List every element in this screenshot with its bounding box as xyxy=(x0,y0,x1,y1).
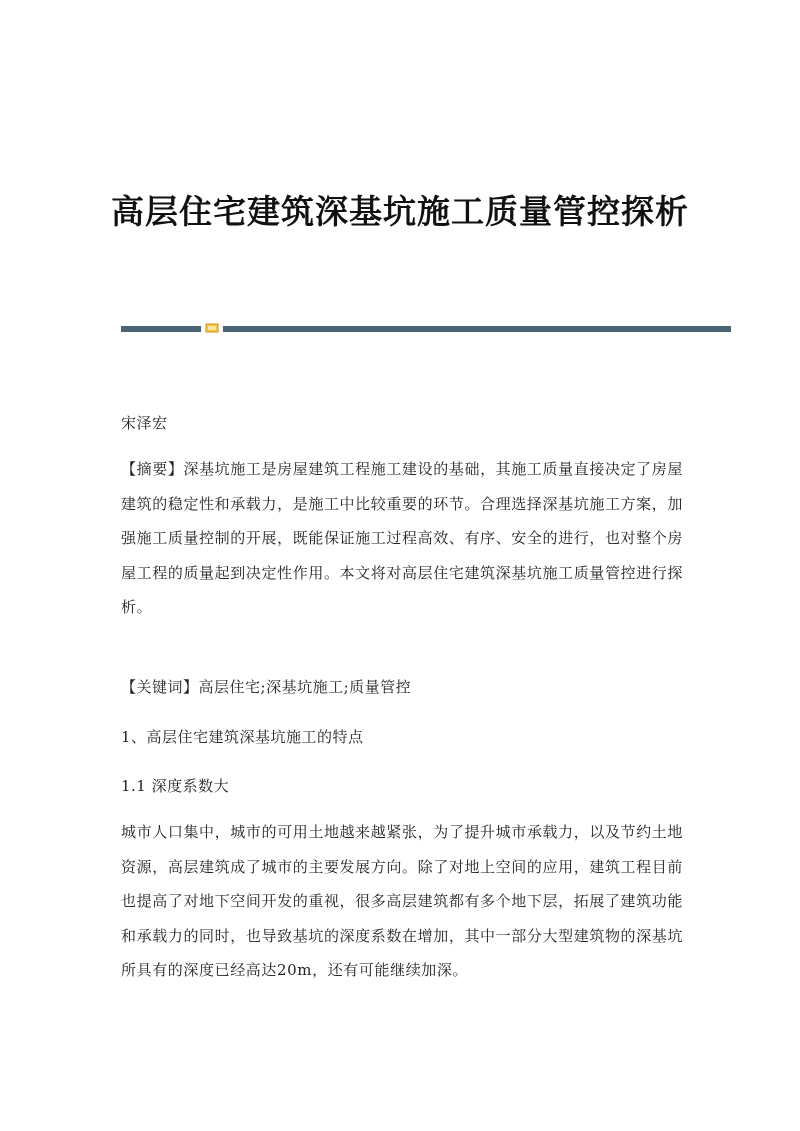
section-heading-1: 1、高层住宅建筑深基坑施工的特点 xyxy=(121,728,364,746)
title-divider-left xyxy=(121,326,201,332)
keywords xyxy=(121,676,411,697)
document-title: 高层住宅建筑深基坑施工质量管控探析 xyxy=(111,192,689,231)
abstract-label: 【摘要】 xyxy=(121,460,184,478)
title-divider-right xyxy=(223,326,731,332)
abstract-text: 深基坑施工是房屋建筑工程施工建设的基础，其施工质量直接决定了房屋建筑的稳定性和承载力，是施工中比较重要的环节。合理选择深基坑施工方案，加强施工质量控制的开展，既能保证施工过程高效、有序、安全的进行，也对整个房屋工程的质量起到决定性作用。本文将对高层住宅建筑深基坑施工质量管控进行探析。 xyxy=(121,460,684,617)
abstract xyxy=(121,452,683,625)
keywords-text: 高层住宅;深基坑施工;质量管控 xyxy=(198,678,412,696)
section-heading-1-1: 1.1 深度系数大 xyxy=(121,777,230,795)
section-1-1-paragraph: 城市人口集中，城市的可用土地越来越紧张，为了提升城市承载力，以及节约土地资源，高层建筑成了城市的主要发展方向。除了对地上空间的应用，建筑工程目前也提高了对地下空间开发的重视，很多高层建筑都有多个地下层，拓展了建筑功能和承载力的同时，也导致基坑的深度系数在增加，其中一部分大型建筑物的深基坑所具有的深度已经高达20m，还有可能继续加深。 xyxy=(121,823,683,980)
book-icon xyxy=(205,322,219,334)
keywords-label: 【关键词】 xyxy=(121,678,199,696)
author: 宋泽宏 xyxy=(121,414,168,432)
